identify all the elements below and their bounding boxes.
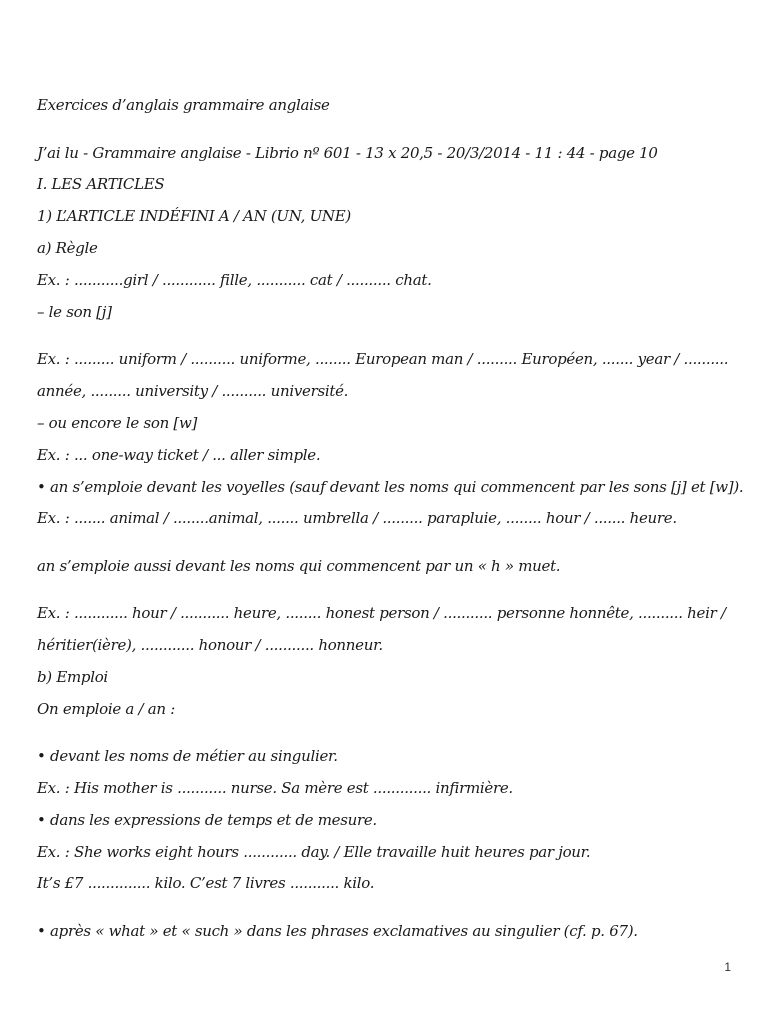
- usage-heading: b) Emploi: [37, 668, 108, 686]
- exercise-line: héritier(ière), ............ honour / ........... honneur.: [37, 636, 383, 654]
- exercise-line: Ex. : ............ hour / ........... heure, ........ honest person / ........... personne honnête, .......... heir /: [37, 604, 726, 622]
- text-line: an s’emploie aussi devant les noms qui commencent par un « h » muet.: [37, 557, 561, 575]
- exercise-line: Ex. : ... one-way ticket / ... aller simple.: [37, 446, 321, 464]
- text-line: On emploie a / an :: [37, 700, 175, 718]
- bullet-rule-line: • après « what » et « such » dans les phrases exclamatives au singulier (cf. p. 67).: [37, 922, 638, 940]
- bullet-rule-line: • an s’emploie devant les voyelles (sauf devant les noms qui commencent par les sons [j] et [w]).: [37, 478, 744, 496]
- document-title: Exercices d’anglais grammaire anglaise: [37, 96, 330, 114]
- rule-heading: a) Règle: [37, 239, 98, 257]
- bullet-rule-line: • dans les expressions de temps et de mesure.: [37, 811, 377, 829]
- exercise-line: Ex. : ...........girl / ............ fille, ........... cat / .......... chat.: [37, 271, 432, 289]
- exercise-line: Ex. : She works eight hours ............ day. / Elle travaille huit heures par jour.: [37, 843, 591, 861]
- text-line: – le son [j]: [37, 303, 112, 321]
- subsection-heading: 1) L’ARTICLE INDÉFINI A / AN (UN, UNE): [37, 207, 351, 225]
- exercise-line: Ex. : ....... animal / ........animal, ....... umbrella / ......... parapluie, ........ hour / ....... heure.: [37, 509, 677, 527]
- bullet-rule-line: • devant les noms de métier au singulier.: [37, 747, 338, 765]
- book-reference-line: J’ai lu - Grammaire anglaise - Librio nº 601 - 13 x 20,5 - 20/3/2014 - 11 : 44 - page 10: [37, 144, 658, 162]
- exercise-line: année, ......... university / .......... université.: [37, 382, 349, 400]
- exercise-line: It’s £7 .............. kilo. C’est 7 livres ........... kilo.: [37, 874, 375, 892]
- text-line: – ou encore le son [w]: [37, 414, 198, 432]
- page-number: 1: [724, 960, 731, 974]
- exercise-line: Ex. : ......... uniform / .......... uniforme, ........ European man / ......... Européen, ....... year / ..........: [37, 350, 729, 368]
- section-heading: I. LES ARTICLES: [37, 175, 165, 193]
- exercise-line: Ex. : His mother is ........... nurse. Sa mère est ............. infirmière.: [37, 779, 513, 797]
